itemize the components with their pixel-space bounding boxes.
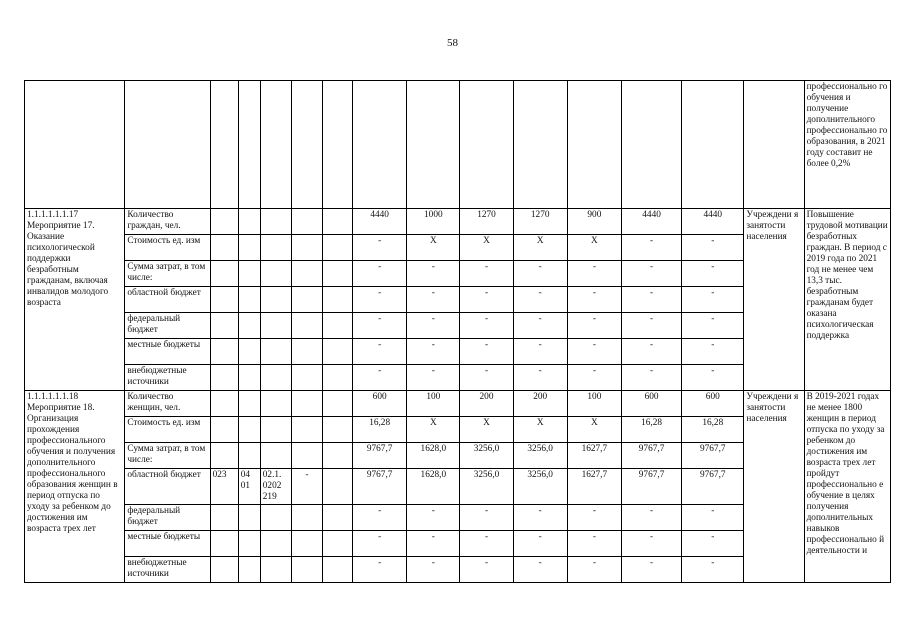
- vr-code: [291, 235, 322, 261]
- rzpr-code: [238, 287, 260, 313]
- value-cell: 16,28: [621, 417, 681, 443]
- empty-cell: [322, 365, 352, 391]
- vr-code: [291, 209, 322, 235]
- indicator-label: федеральный бюджет: [125, 505, 210, 531]
- indicator-label: Сумма затрат, в том числе:: [125, 261, 210, 287]
- cell: [322, 81, 352, 209]
- grbs-code: 023: [210, 469, 238, 505]
- value-cell: -: [682, 313, 744, 339]
- value-cell: Х: [407, 417, 460, 443]
- csr-code: [260, 261, 291, 287]
- indicator-label: Стоимость ед. изм: [125, 417, 210, 443]
- empty-cell: [322, 531, 352, 557]
- indicator-label: Количество граждан, чел.: [125, 209, 210, 235]
- value-cell: -: [621, 531, 681, 557]
- vr-code: [291, 505, 322, 531]
- value-cell: -: [513, 365, 567, 391]
- value-cell: -: [353, 557, 407, 583]
- grbs-code: [210, 313, 238, 339]
- csr-code: [260, 557, 291, 583]
- empty-cell: [322, 235, 352, 261]
- value-cell: 600: [621, 391, 681, 417]
- csr-code: [260, 209, 291, 235]
- measure-17-result: Повышение трудовой мотивации безработных граждан. В период с 2019 года по 2021 год не менее чем 13,3 тыс. безработным гражданам будет оказана психологическая поддержка: [804, 209, 890, 391]
- value-cell: -: [682, 365, 744, 391]
- vr-code: -: [291, 469, 322, 505]
- cell: [407, 81, 460, 209]
- value-cell: -: [682, 261, 744, 287]
- value-cell: -: [567, 531, 621, 557]
- value-cell: -: [353, 287, 407, 313]
- value-cell: 600: [353, 391, 407, 417]
- value-cell: -: [621, 339, 681, 365]
- value-cell: -: [460, 365, 513, 391]
- value-cell: 9767,7: [682, 469, 744, 505]
- value-cell: 4440: [682, 209, 744, 235]
- rzpr-code: [238, 365, 260, 391]
- value-cell: -: [513, 313, 567, 339]
- value-cell: 100: [567, 391, 621, 417]
- empty-cell: [322, 505, 352, 531]
- cell: [513, 81, 567, 209]
- indicator-label: внебюджетные источники: [125, 365, 210, 391]
- value-cell: -: [407, 339, 460, 365]
- grbs-code: [210, 505, 238, 531]
- vr-code: [291, 261, 322, 287]
- empty-cell: [322, 209, 352, 235]
- grbs-code: [210, 287, 238, 313]
- value-cell: -: [407, 531, 460, 557]
- vr-code: [291, 443, 322, 469]
- value-cell: 1270: [460, 209, 513, 235]
- csr-code: [260, 313, 291, 339]
- value-cell: -: [407, 557, 460, 583]
- value-cell: -: [621, 505, 681, 531]
- value-cell: 1628,0: [407, 443, 460, 469]
- continued-row: [25, 81, 891, 209]
- value-cell: -: [513, 505, 567, 531]
- value-cell: -: [513, 261, 567, 287]
- value-cell: Х: [513, 235, 567, 261]
- csr-code: [260, 365, 291, 391]
- value-cell: 1000: [407, 209, 460, 235]
- vr-code: [291, 557, 322, 583]
- measure-18-name: 1.1.1.1.1.1.18 Мероприятие 18. Организация прохождения профессионального обучения и получения дополнительного профессионального образования женщин в период отпуска по уходу за ребенком до достижения им возраста трех лет: [25, 391, 125, 583]
- value-cell: 1627,7: [567, 469, 621, 505]
- value-cell: -: [621, 261, 681, 287]
- value-cell: -: [682, 557, 744, 583]
- value-cell: -: [682, 531, 744, 557]
- cell: [125, 81, 210, 209]
- measure-17-row: [25, 209, 891, 235]
- value-cell: -: [621, 287, 681, 313]
- value-cell: -: [407, 261, 460, 287]
- value-cell: -: [682, 505, 744, 531]
- grbs-code: [210, 209, 238, 235]
- csr-code: 02.1. 0202 219: [260, 469, 291, 505]
- indicator-label: Сумма затрат, в том числе:: [125, 443, 210, 469]
- value-cell: -: [407, 365, 460, 391]
- value-cell: 9767,7: [353, 443, 407, 469]
- vr-code: [291, 365, 322, 391]
- value-cell: -: [460, 287, 513, 313]
- value-cell: Х: [460, 417, 513, 443]
- grbs-code: [210, 391, 238, 417]
- value-cell: 200: [513, 391, 567, 417]
- cell: [353, 81, 407, 209]
- value-cell: 3256,0: [460, 443, 513, 469]
- page-number: 58: [447, 37, 458, 49]
- grbs-code: [210, 417, 238, 443]
- rzpr-code: [238, 391, 260, 417]
- value-cell: Х: [567, 417, 621, 443]
- value-cell: -: [567, 505, 621, 531]
- grbs-code: [210, 365, 238, 391]
- value-cell: -: [460, 313, 513, 339]
- value-cell: -: [513, 557, 567, 583]
- grbs-code: [210, 443, 238, 469]
- value-cell: 9767,7: [353, 469, 407, 505]
- value-cell: -: [353, 235, 407, 261]
- value-cell: 9767,7: [621, 469, 681, 505]
- value-cell: 3256,0: [513, 443, 567, 469]
- rzpr-code: [238, 235, 260, 261]
- value-cell: -: [353, 313, 407, 339]
- value-cell: Х: [513, 417, 567, 443]
- indicator-label: внебюджетные источники: [125, 557, 210, 583]
- value-cell: -: [407, 313, 460, 339]
- value-cell: -: [407, 287, 460, 313]
- value-cell: -: [353, 531, 407, 557]
- value-cell: -: [682, 339, 744, 365]
- cell: [291, 81, 322, 209]
- rzpr-code: 04 01: [238, 469, 260, 505]
- value-cell: -: [567, 557, 621, 583]
- value-cell: -: [460, 261, 513, 287]
- result-continued: профессионально го обучения и получение дополнительного профессионально го образования, в 2021 году составит не более 0,2%: [804, 81, 890, 209]
- value-cell: 1270: [513, 209, 567, 235]
- value-cell: -: [621, 313, 681, 339]
- csr-code: [260, 417, 291, 443]
- value-cell: Х: [567, 235, 621, 261]
- value-cell: 1627,7: [567, 443, 621, 469]
- value-cell: 3256,0: [460, 469, 513, 505]
- csr-code: [260, 505, 291, 531]
- grbs-code: [210, 339, 238, 365]
- empty-cell: [322, 261, 352, 287]
- value-cell: 4440: [621, 209, 681, 235]
- empty-cell: [322, 469, 352, 505]
- value-cell: 200: [460, 391, 513, 417]
- vr-code: [291, 391, 322, 417]
- rzpr-code: [238, 209, 260, 235]
- csr-code: [260, 531, 291, 557]
- empty-cell: [322, 391, 352, 417]
- vr-code: [291, 287, 322, 313]
- value-cell: -: [513, 531, 567, 557]
- empty-cell: [322, 443, 352, 469]
- cell: [682, 81, 744, 209]
- value-cell: -: [460, 531, 513, 557]
- program-table: [24, 80, 891, 583]
- value-cell: 100: [407, 391, 460, 417]
- value-cell: 16,28: [353, 417, 407, 443]
- indicator-label: Стоимость ед. изм: [125, 235, 210, 261]
- value-cell: -: [567, 339, 621, 365]
- cell: [744, 81, 804, 209]
- value-cell: Х: [407, 235, 460, 261]
- rzpr-code: [238, 313, 260, 339]
- value-cell: -: [621, 235, 681, 261]
- value-cell: -: [567, 313, 621, 339]
- grbs-code: [210, 235, 238, 261]
- value-cell: -: [682, 287, 744, 313]
- rzpr-code: [238, 531, 260, 557]
- vr-code: [291, 339, 322, 365]
- cell: [238, 81, 260, 209]
- indicator-label: местные бюджеты: [125, 531, 210, 557]
- value-cell: 3256,0: [513, 469, 567, 505]
- value-cell: -: [621, 365, 681, 391]
- cell: [210, 81, 238, 209]
- grbs-code: [210, 531, 238, 557]
- indicator-label: местные бюджеты: [125, 339, 210, 365]
- rzpr-code: [238, 339, 260, 365]
- indicator-label: областной бюджет: [125, 287, 210, 313]
- empty-cell: [322, 557, 352, 583]
- cell: [25, 81, 125, 209]
- cell: [260, 81, 291, 209]
- value-cell: -: [353, 261, 407, 287]
- value-cell: 900: [567, 209, 621, 235]
- rzpr-code: [238, 261, 260, 287]
- indicator-label: областной бюджет: [125, 469, 210, 505]
- rzpr-code: [238, 505, 260, 531]
- empty-cell: [322, 417, 352, 443]
- indicator-label: федеральный бюджет: [125, 313, 210, 339]
- measure-17-executor: Учреждени я занятости населения: [744, 209, 804, 391]
- csr-code: [260, 391, 291, 417]
- value-cell: -: [460, 339, 513, 365]
- value-cell: 16,28: [682, 417, 744, 443]
- value-cell: 600: [682, 391, 744, 417]
- cell: [621, 81, 681, 209]
- vr-code: [291, 417, 322, 443]
- value-cell: -: [513, 287, 567, 313]
- measure-18-executor: Учреждени я занятости населения: [744, 391, 804, 583]
- measure-18-result: В 2019-2021 годах не менее 1800 женщин в период отпуска по уходу за ребенком до достижения им возраста трех лет пройдут профессионально е обучение в целях получения дополнительных навыков профессионально й деятельности и: [804, 391, 890, 583]
- value-cell: -: [460, 557, 513, 583]
- rzpr-code: [238, 443, 260, 469]
- cell: [567, 81, 621, 209]
- value-cell: -: [353, 339, 407, 365]
- value-cell: -: [621, 557, 681, 583]
- value-cell: -: [407, 505, 460, 531]
- value-cell: 1628,0: [407, 469, 460, 505]
- value-cell: -: [353, 365, 407, 391]
- empty-cell: [322, 313, 352, 339]
- grbs-code: [210, 261, 238, 287]
- vr-code: [291, 313, 322, 339]
- value-cell: -: [567, 287, 621, 313]
- rzpr-code: [238, 557, 260, 583]
- rzpr-code: [238, 417, 260, 443]
- measure-18-row: [25, 391, 891, 417]
- value-cell: -: [353, 505, 407, 531]
- csr-code: [260, 339, 291, 365]
- empty-cell: [322, 339, 352, 365]
- value-cell: 9767,7: [621, 443, 681, 469]
- grbs-code: [210, 557, 238, 583]
- value-cell: 9767,7: [682, 443, 744, 469]
- value-cell: Х: [460, 235, 513, 261]
- csr-code: [260, 443, 291, 469]
- value-cell: -: [682, 235, 744, 261]
- value-cell: -: [513, 339, 567, 365]
- csr-code: [260, 235, 291, 261]
- measure-17-name: 1.1.1.1.1.1.17 Мероприятие 17. Оказание психологической поддержки безработным гражданам, включая инвалидов молодого возраста: [25, 209, 125, 391]
- value-cell: -: [567, 261, 621, 287]
- value-cell: -: [567, 365, 621, 391]
- empty-cell: [322, 287, 352, 313]
- csr-code: [260, 287, 291, 313]
- value-cell: -: [460, 505, 513, 531]
- cell: [460, 81, 513, 209]
- value-cell: 4440: [353, 209, 407, 235]
- indicator-label: Количество женщин, чел.: [125, 391, 210, 417]
- vr-code: [291, 531, 322, 557]
